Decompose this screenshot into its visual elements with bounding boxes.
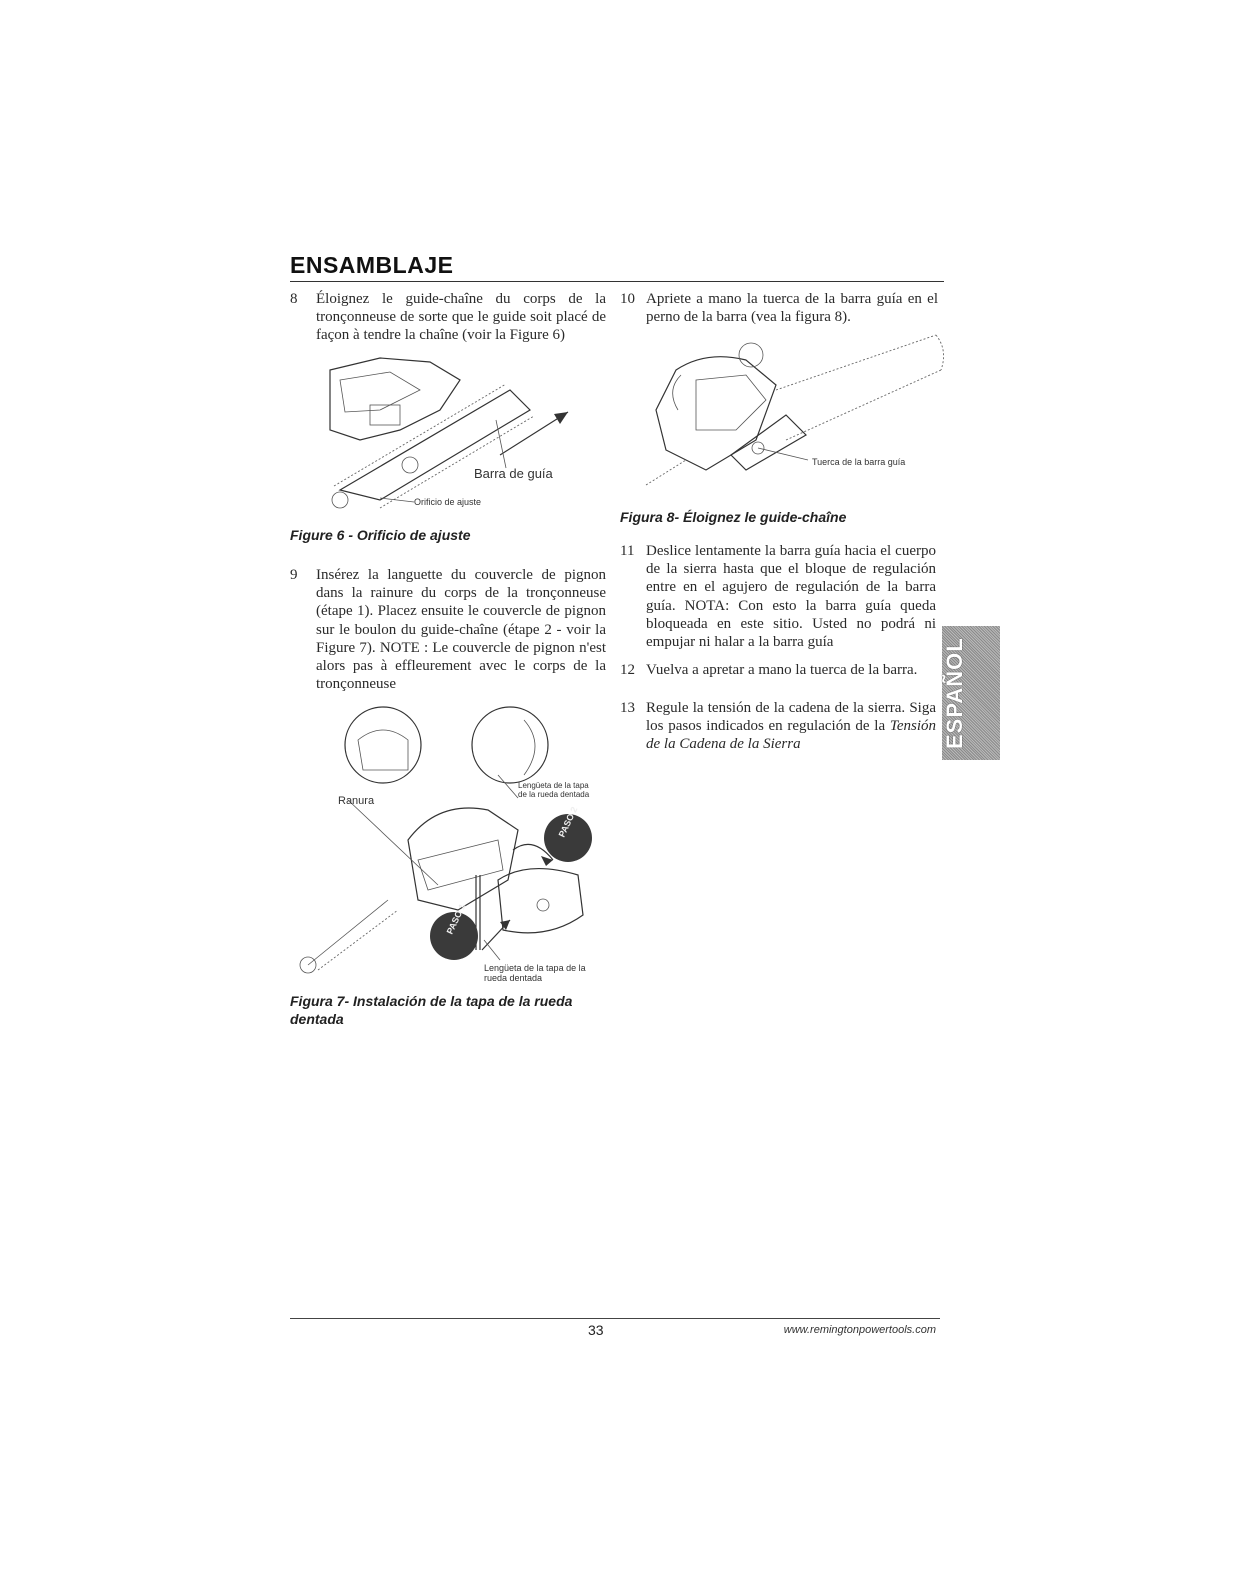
step-number: 8 [290, 291, 298, 307]
step-number: 12 [620, 662, 635, 678]
step-number: 11 [620, 543, 635, 559]
figure-8-illustration [636, 330, 946, 500]
footer-url: www.remingtonpowertools.com [783, 1324, 936, 1336]
figure-6-caption: Figure 6 - Orificio de ajuste [290, 527, 471, 543]
figure-8-label-nut: Tuerca de la barra guía [812, 457, 906, 467]
title-divider [290, 281, 944, 282]
paso-1-badge: PASO 1 [444, 902, 468, 936]
figure-6-label-hole: Orificio de ajuste [414, 497, 482, 507]
step-9 [290, 566, 606, 693]
step-number: 9 [290, 567, 298, 583]
step-text: Apriete a mano la tuerca de la barra guía en el perno de la barra (vea la figura 8). [646, 291, 938, 326]
paso-2-badge: PASO 2 [556, 805, 580, 839]
step-13 [620, 699, 936, 754]
step-text: Insérez la languette du couvercle de pignon dans la rainure du corps de la tronçonneuse (étape 1). Placez ensuite le couvercle de pignon sur le boulon du guide-chaîne (étape 2 - voir la Figure 7). NOTE : Le couvercle de pignon n'est alors pas à effleurement avec le corps de la tronçonneuse [316, 567, 606, 693]
step-number: 13 [620, 700, 635, 716]
section-title: ENSAMBLAJE [290, 252, 454, 278]
step-13-emphasis: Tensión de la Cadena de la Sierra [646, 718, 936, 753]
step-13-text: Regule la tensión de la cadena de la sierra. Siga los pasos indicados en regulación de la [646, 700, 936, 735]
figure-7-label-slot: Ranura [338, 795, 375, 807]
language-side-tab-label: ESPAÑOL [942, 637, 967, 749]
step-11 [620, 542, 936, 651]
footer-divider [290, 1318, 940, 1319]
page-number: 33 [588, 1322, 604, 1338]
figure-7-caption: Figura 7- Instalación de la tapa de la rueda dentada [290, 993, 573, 1027]
step-text: Éloignez le guide-chaîne du corps de la tronçonneuse de sorte que le guide soit placé de façon à tendre la chaîne (voir la Figure 6) [316, 291, 606, 344]
figure-8-caption: Figura 8- Éloignez le guide-chaîne [620, 509, 847, 525]
step-text: Vuelva a apretar a mano la tuerca de la barra. [646, 662, 918, 678]
step-number: 10 [620, 291, 635, 307]
step-text: Deslice lentamente la barra guía hacia el cuerpo de la sierra hasta que el bloque de regulación entre en el agujero de regulación de la barra guía. NOTA: Con esto la barra guía queda bloqueada en este sitio. Usted no podrá ni empujar ni halar a la barra guía [646, 543, 936, 651]
figure-6-illustration [320, 350, 580, 520]
figure-7-label-tab-bottom: Lengüeta de la tapa de la rueda dentada [484, 963, 586, 983]
figure-6-label-bar: Barra de guía [474, 466, 553, 481]
step-8 [290, 290, 606, 345]
step-12 [620, 661, 936, 679]
figure-7-label-tab-top: Lengüeta de la tapa de la rueda dentada [518, 781, 590, 799]
step-text [646, 699, 936, 754]
step-10 [620, 290, 938, 326]
